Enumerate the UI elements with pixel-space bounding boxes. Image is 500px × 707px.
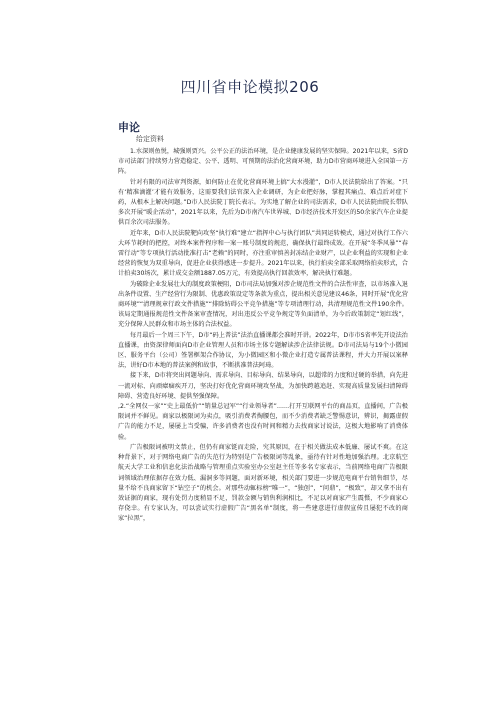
paragraph: ,2.“全网仅一家”“史上最低价”“销量总冠军”“行业领导者”……打开互联网平台的商品页，直播间，广告极限词并不鲜见。商家以极限词为卖点，吸引消费者掏腰包，而不少消费者缺乏警惕意识，辨识，揭露虚假广告的能力不足，屡屡上当受骗，许多消费者也没有时间和精力去找商家讨说法，这极大地影响了消费体验。 — [118, 403, 408, 441]
paragraph: 针对有限的司法审判资源，如何防止在优化营商环境上搞“大水漫灌”，D市人民法院给出了答案。“只有‘精准滴灌’才能有效服务，这需要我们法官深入企业调研，为企业把好脉，掌握其痛点、难点后对症下药，从根本上解决问题。”D市人民法院丁院长表示。为实地了解企业的司法需求，D市人民法院由院长带队多次开展“暖企活动”，2021年以来，先后为D市南汽车世界城、D市经济技术开发区的50余家汽车企业提供百余次司法服务。 — [118, 178, 408, 227]
document-body — [118, 147, 408, 525]
document-title: 四川省申论模拟206 — [180, 78, 320, 96]
materials-subtitle: 给定资料 — [136, 135, 164, 143]
section-heading: 申论 — [118, 121, 140, 134]
paragraph: 每月最后一个周三下午，D市“码上普法”法治直播课都会准时开讲。2022年，D市市S省率先开设法治直播课，由资深律师面向D市企业管理人员和市场主体专题解读涉企法律法规。D市司法局与19个小微园区、服务平台（公司）签署框架合作协议，为小微园区和小微企业打造专属普法课程，并大力开展以案释法，讲好D市本地的普法案例和故事，不断拱准普法阿琦。 — [118, 331, 408, 370]
paragraph: 为破除企业发展壮大的制度政策梗阻，D市司法局加强对涉企规范性文件的合法性审查，以市场准入退出条件设置、生产经营行为限制、优惠政策设定等条款为重点，提出相关意见建议46条，同时开展“优化营商环境”“清理规章行政文件措施”“排除妨碍公平竞争措施”等专项清理行动，共清理规范性文件190余件。该局定期通报规范性文件备案审查情况，对出违反公平竞争规定等负面清单，为今后政策制定“划红线”，充分保障人民群众和市场主体的合法权益。 — [118, 280, 408, 329]
paragraph: 近年来，D市人民法院靶向攻坚“执行难”建立“指挥中心与执行团队”共同运转模式，通过对执行工作六大环节耗时的把控，对终本案件程序和一案一账号制度的规范，确保执行最终成效。在开展“冬季风暴”“春雷行动”等专项执行活动批准打击“老赖”的同时，亦注重审慎善封冻结企业财产，以企业利益的实现和企业经营的恢复为双重导向，促进企业获得感进一步提升。2021年以来，执行拍卖全部采取网络拍卖形式，合计拍卖30场次，累计成交金额1887.05万元，有效提高执行回款效率，解决执行难题。 — [118, 229, 408, 278]
paragraph: 1.水深则鱼悦，城强则贾兴。公平公正的法治环境，是企业健康发展的坚实保障。2021年以来，S省D市司法部门持续努力营造稳定、公平、透明、可预期的法治化营商环境，助力D市营商环境进入全国第一方阵。 — [118, 148, 408, 176]
paragraph: 接下来，D市将突出问题导向、需求导向、目标导向、结果导向，以超常的力度和过硬的举措，向先进一流对标、向顽瘴痼疾开刀，坚决打好优化营商环境攻坚战，为加快跨越追赶、实现高质量发展扫清障碍障碍、营造良好环境、提供坚强保障。 — [118, 372, 408, 400]
paragraph: 广告极限词被明文禁止，但仍有商家铤而走险，究其原因，在于相关做法成本低廉、屡试不爽。在这种背景下，对于网络电商广告的失范行为特别是广告极限词等乱象，亟待有针对性地加强治理。北京航空航天大学工业和信息化法治战略与管理重点实验室办公室赵主任等多名专家表示，当前网络电商广告极限词领域治理依据存在效力低、漏洞多等问题，面对新环境，相关部门要进一步规范电商平台销售细节，尽量不给不良商家留下“钻空子”的机会。对那些动辄标榜“唯一”，“独创”，“问鼎”，“极致”，却又拿不出有效证据的商家，现有处罚力度稍显不足，罚款金额与销售利润相比，不足以对商家产生震慑，不少商家心存侥幸。有专家认为，可以尝试实行虚假广告“黑名单”制度，将一些建意进行虚假宣传且屡犯不改的商家“拉黑”， — [118, 443, 408, 523]
